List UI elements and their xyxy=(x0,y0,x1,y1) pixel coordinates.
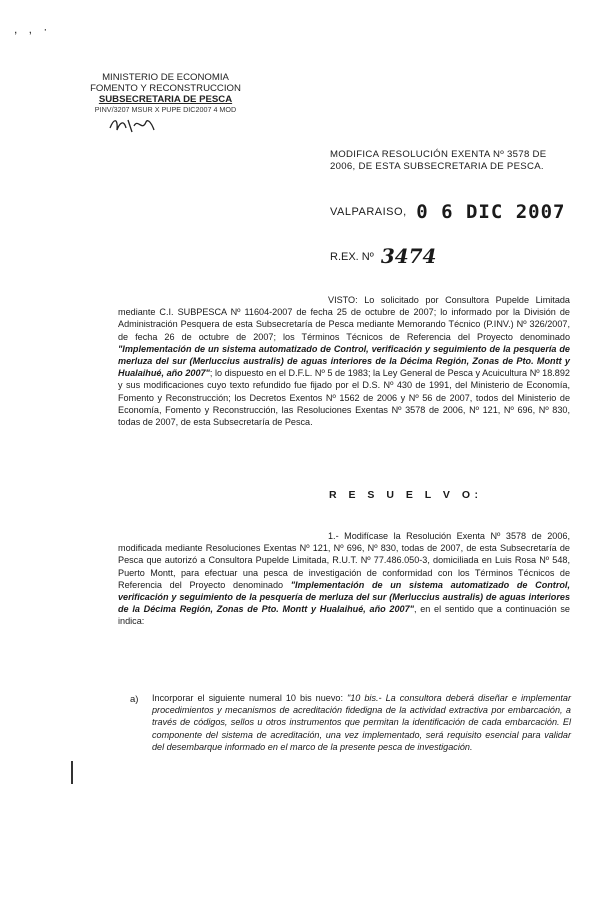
initials-signature xyxy=(108,114,156,136)
item-a-label: a) xyxy=(130,694,139,705)
visto-paragraph xyxy=(118,294,570,428)
ministry-name: MINISTERIO DE ECONOMIA xyxy=(102,72,229,83)
point-1-text-1: Modifícase la Resolución Exenta Nº 3578 de 2006, modificada mediante Resoluciones Exentas Nº 121, Nº 696, Nº 830, todas de 2007, de esta Subsecretaría de Pesca que autorizó a Consultora Pupelde Limitada, R.U.T. Nº 77.486.050-3, domiciliada en Luis Rosa Nº 548, Puerto Montt, para efectuar una pesca de investigación de conformidad con los Términos Técnicos de Referencia del Proyecto denominado xyxy=(118,531,570,590)
ministry-header xyxy=(78,72,253,114)
resolution-number-line xyxy=(330,244,436,268)
place: VALPARAISO, xyxy=(330,206,407,218)
resolution-point-1 xyxy=(118,530,570,628)
visto-project-title: "Implementación de un sistema automatizado de Control, verificación y seguimiento de la pesquería de merluza del sur (Merluccius australis) de aguas interiores de la Décima Región, Zonas de Pto. Montt y Hualaihué, año 2007" xyxy=(118,343,570,379)
margin-line xyxy=(71,761,73,784)
place-date-line xyxy=(330,201,565,223)
item-a-text xyxy=(152,692,571,753)
visto-text-1: Lo solicitado por Consultora Pupelde Limitada mediante C.I. SUBPESCA Nº 11604-2007 de fecha 25 de octubre de 2007; lo informado por la División de Administración Pesquera de esta Subsecretaría de Pesca mediante Memorando Técnico (P.INV.) Nº 326/2007, de fecha 26 de octubre de 2007; los Términos Técnicos de Referencia del Proyecto denominado xyxy=(118,295,570,342)
reference-code: PINV/3207 MSUR X PUPE DIC2007 4 MOD xyxy=(94,105,237,114)
resuelvo-heading: R E S U E L V O: xyxy=(329,489,483,501)
item-a-intro: Incorporar el siguiente numeral 10 bis nuevo: xyxy=(152,693,347,703)
document-subject: MODIFICA RESOLUCIÓN EXENTA Nº 3578 DE 2006, DE ESTA SUBSECRETARIA DE PESCA. xyxy=(330,149,547,172)
item-a-body: "10 bis.- La consultora deberá diseñar e implementar procedimientos y mecanismos de acreditación fidedigna de la actividad extractiva por embarcación, a través de códigos, sellos u otros instrumentos que permitan la identificación de cada embarcación. El componente del sistema de acreditación, una vez implementado, será requisito esencial para validar del desembarque informado en el marco de la presente pesca de investigación. xyxy=(152,693,571,752)
rex-number: 3474 xyxy=(380,244,437,268)
date-stamp: 0 6 DIC 2007 xyxy=(416,201,566,223)
subsecretaria-name: SUBSECRETARIA DE PESCA xyxy=(98,94,233,105)
ministry-subname: FOMENTO Y RECONSTRUCCION xyxy=(90,83,241,94)
point-1-text-2: , en el sentido que a continuación se indica: xyxy=(118,604,570,627)
point-1-project-title: "Implementación de un sistema automatizado de Control, verificación y seguimiento de la pesquería de merluza del sur (Merluccius australis) de aguas interiores de la Décima Región, Zonas de Pto. Montt y Hualaihué, año 2007" xyxy=(118,579,570,615)
margin-marks: , , · xyxy=(14,22,52,36)
visto-label: VISTO: xyxy=(328,295,358,305)
point-1-label: 1.- xyxy=(328,531,339,541)
rex-label: R.EX. Nº xyxy=(330,251,374,263)
visto-text-2: ; lo dispuesto en el D.F.L. Nº 5 de 1983; la Ley General de Pesca y Acuicultura Nº 18.892 y sus modificaciones cuyo texto refundido fue fijado por el D.S. Nº 430 de 1991, del Ministerio de Economía, Fomento y Reconstrucción; los Decretos Exentos Nº 1562 de 2006 y Nº 56 de 2007, todos del Ministerio de Economía, Fomento y Reconstrucción, las Resoluciones Exentas Nº 3578 de 2006, Nº 121, Nº 696, Nº 830, todas de 2007, de esta Subsecretaría de Pesca. xyxy=(118,368,570,428)
